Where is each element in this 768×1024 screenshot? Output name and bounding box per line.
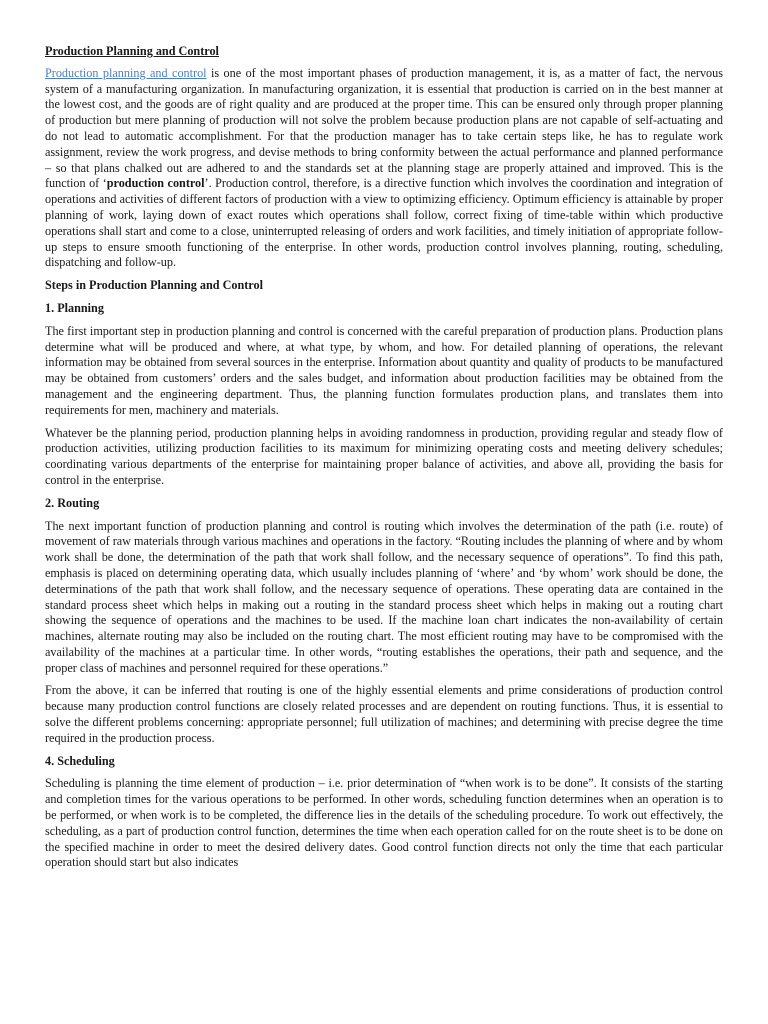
production-planning-link[interactable]: Production planning and control bbox=[45, 65, 207, 80]
planning-heading: 1. Planning bbox=[45, 300, 104, 315]
intro-text-part2: ’. Production control, therefore, is a directive function which involves the coordination and integration of operations and activities of different factors of production with a view to optimizing efficiency. Optimum efficiency is attainable by proper planning of work, laying down of exact routes which operations shall follow, correct fixing of time-table within which productive operations shall start and come to a close, uninterrupted releasing of orders and work facilities, and timely initiation of appropriate follow-up steps to ensure smooth functioning of the enterprise. In other words, production control involves planning, routing, scheduling, dispatching and follow-up. bbox=[45, 176, 723, 270]
intro-text-part1: is one of the most important phases of production management, it is, as a matter of fact, the nervous system of a manufacturing organization. In manufacturing organization, it is essential that production is carried on in the best manner at the lowest cost, and the goods are of right quality and are produced at the proper time. This can be ensured only through proper planning of production but mere planning of production will not solve the problem because production plans are not capable of self-actuating and do not lead to automatic accomplishment. For that the production manager has to take certain steps like, he has to regulate work assignment, review the work progress, and devise methods to bring conformity between the actual performance and planned performance – so that plans chalked out are adhered to and the standards set at the planning stage are properly attained and improved. This is the function of ‘ bbox=[45, 65, 723, 191]
routing-heading: 2. Routing bbox=[45, 495, 100, 510]
document-title: Production Planning and Control bbox=[45, 44, 219, 58]
intro-paragraph bbox=[45, 66, 723, 271]
planning-paragraph-2: Whatever be the planning period, production planning helps in avoiding randomness in production, providing regular and steady flow of production activities, utilizing production facilities to its maximum for minimizing operating costs and meeting delivery schedules; coordinating various departments of the enterprise for maintaining proper balance of activities, and above all, providing the basis for control in the enterprise. bbox=[45, 425, 723, 487]
routing-paragraph-2: From the above, it can be inferred that routing is one of the highly essential elements and prime considerations of production control because many production control functions are closely related processes and are dependent on routing functions. Thus, it is essential to solve the different problems concerning: appropriate personnel; full utilization of machines; and determining with precise degree the time required in the production process. bbox=[45, 683, 723, 745]
scheduling-heading: 4. Scheduling bbox=[45, 753, 115, 768]
steps-heading: Steps in Production Planning and Control bbox=[45, 278, 263, 293]
routing-paragraph-1: The next important function of production planning and control is routing which involves the determination of the path (i.e. route) of movement of raw materials through various machines and operations in the factory. “Routing includes the planning of where and by whom work shall be done, the determination of the path that work shall follow, and the necessary sequence of operations”. To find this path, emphasis is placed on determining operating data, which usually includes planning of ‘where’ and ‘by whom’ work should be done, the determinations of the path that work shall follow, and the necessary sequence of operations. These operating data are contained in the standard process sheet which helps in making out a routing in the standard process sheet which helps in making out a routing chart showing the sequence of operations and the machines to be used. If the machine loan chart indicates the non-availability of certain machines, alternate routing may also be included on the routing chart. The most efficient routing may have to be compromised with the availability of the machines at a particular time. In other words, “routing establishes the operations, their path and sequence, and the proper class of machines and personnel required for these operations.” bbox=[45, 518, 723, 675]
scheduling-paragraph-1: Scheduling is planning the time element of production – i.e. prior determination of “when work is to be done”. It consists of the starting and completion times for the various operations to be performed. In other words, scheduling function determines when an operation is to be performed, or when work is to be completed, the difference lies in the details of the scheduling procedure. To work out effectively, the scheduling, as a part of production control function, determines the time when each operation called for on the route sheet is to be done on the specified machine in order to meet the desired delivery dates. Good control function directs not only the time that each particular operation should start but also indicates bbox=[45, 776, 723, 870]
planning-paragraph-1: The first important step in production planning and control is concerned with the careful preparation of production plans. Production plans determine what will be produced and where, at what type, by whom, and how. For detailed planning of operations, the relevant information may be obtained from several sources in the enterprise. Information about quantity and quality of products to be manufactured may be obtained from customers’ orders and the sales budget, and information about production facilities may be obtained from the management and the engineering department. Thus, the planning function formulates production plans, and translates them into requirements for men, machinery and materials. bbox=[45, 323, 723, 417]
document-page bbox=[45, 44, 723, 878]
production-control-term: production control bbox=[106, 176, 205, 191]
